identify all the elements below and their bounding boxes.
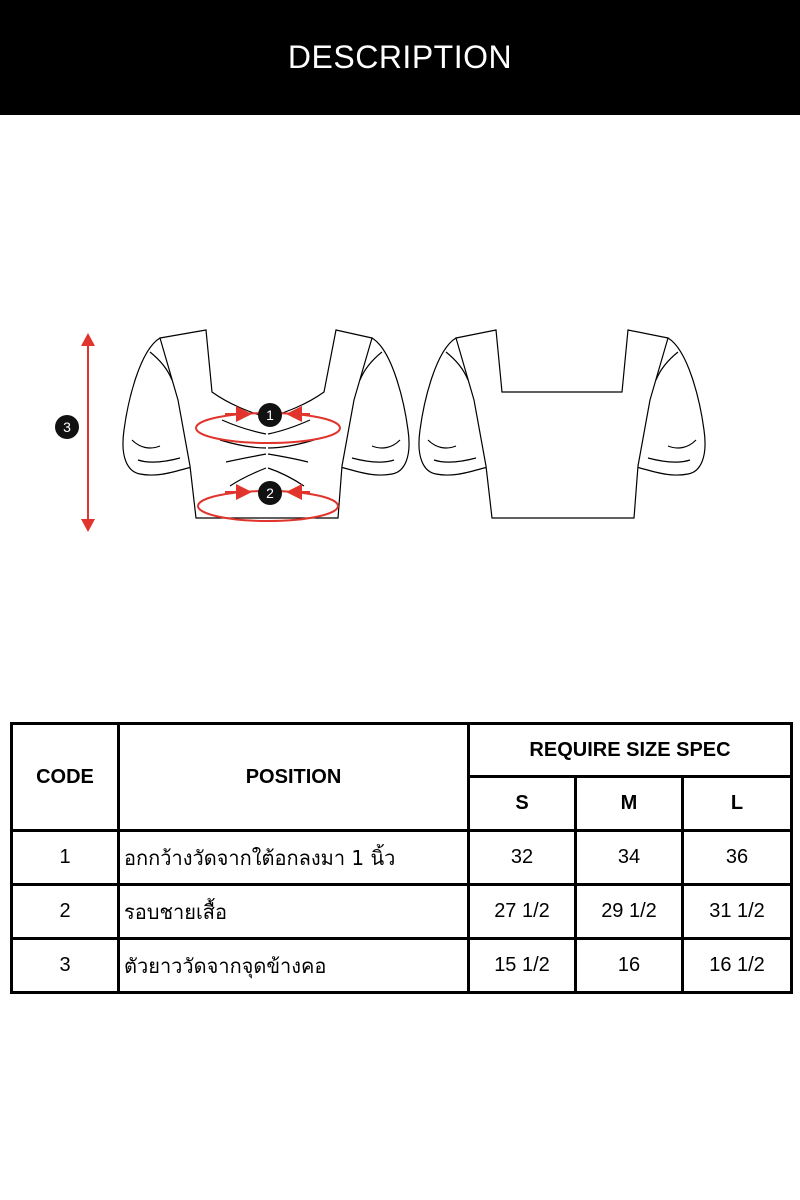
cell-position: รอบชายเสื้อ [119, 885, 469, 939]
back-view-garment [419, 330, 705, 518]
cell-size-s: 27 1/2 [469, 885, 576, 939]
garment-measurement-diagram [0, 300, 800, 560]
size-spec-table [10, 722, 793, 994]
header-code: CODE [12, 724, 119, 831]
cell-code: 1 [12, 831, 119, 885]
length-arrow [81, 333, 95, 532]
cell-size-l: 16 1/2 [683, 939, 792, 993]
svg-text:3: 3 [63, 419, 71, 435]
cell-position: อกกว้างวัดจากใต้อกลงมา 1 นิ้ว [119, 831, 469, 885]
page-title: DESCRIPTION [287, 39, 513, 75]
cell-code: 3 [12, 939, 119, 993]
cell-position: ตัวยาววัดจากจุดข้างคอ [119, 939, 469, 993]
cell-size-s: 15 1/2 [469, 939, 576, 993]
cell-size-s: 32 [469, 831, 576, 885]
cell-size-m: 34 [576, 831, 683, 885]
header-require-size-spec: REQUIRE SIZE SPEC [469, 724, 792, 777]
cell-size-m: 16 [576, 939, 683, 993]
header-size-s: S [469, 777, 576, 831]
table-row [12, 939, 792, 993]
table-row [12, 831, 792, 885]
cell-size-l: 36 [683, 831, 792, 885]
header-size-m: M [576, 777, 683, 831]
header-size-l: L [683, 777, 792, 831]
header-position: POSITION [119, 724, 469, 831]
svg-text:2: 2 [266, 485, 274, 501]
cell-size-l: 31 1/2 [683, 885, 792, 939]
cell-size-m: 29 1/2 [576, 885, 683, 939]
marker-3 [55, 415, 79, 439]
cell-code: 2 [12, 885, 119, 939]
table-row [12, 885, 792, 939]
svg-text:1: 1 [266, 407, 274, 423]
header-bar [0, 0, 800, 115]
